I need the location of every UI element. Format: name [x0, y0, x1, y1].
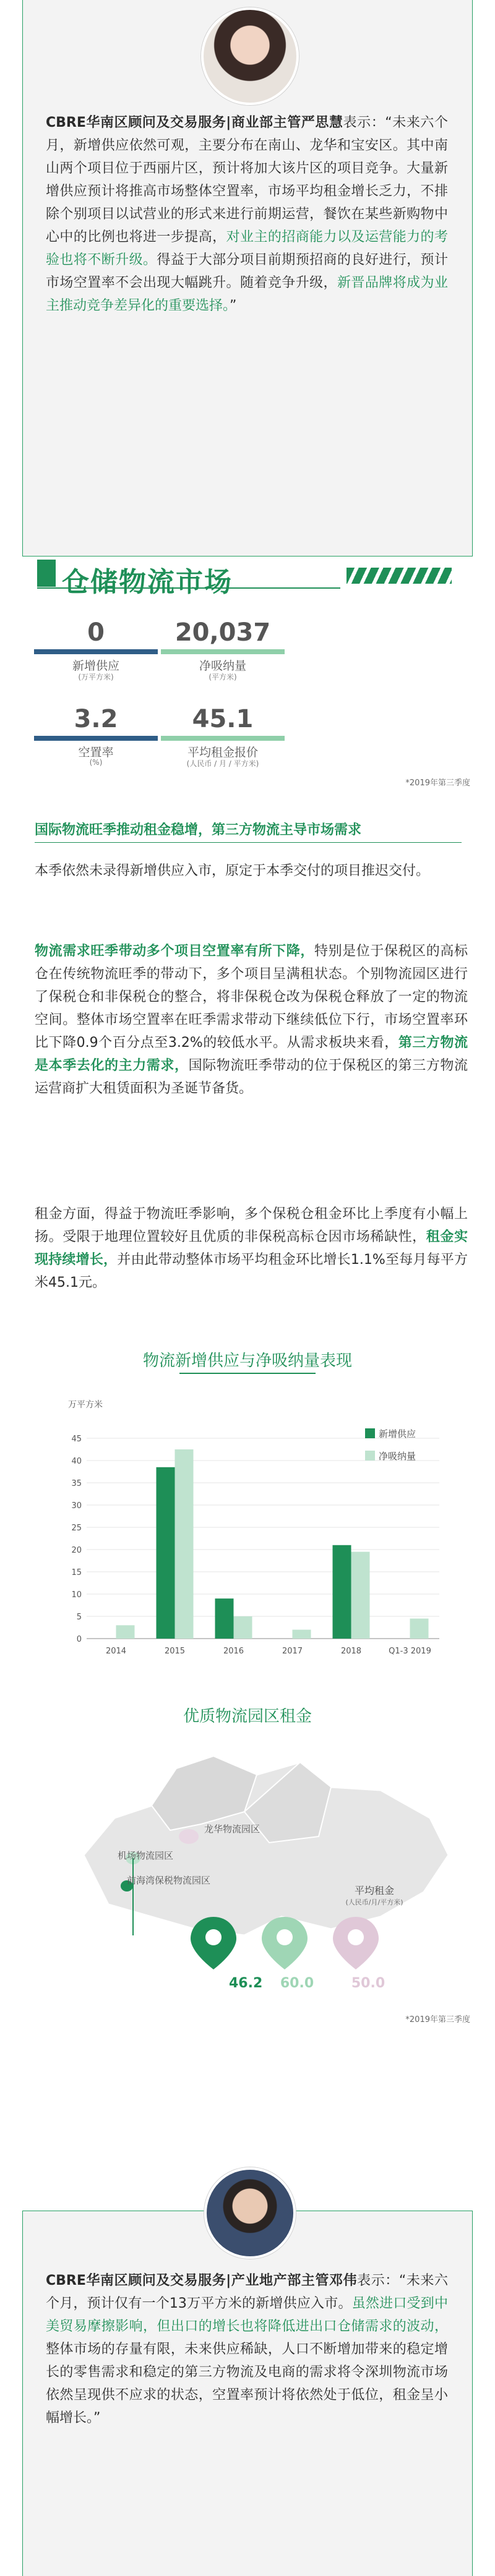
- quote-2-speaker: CBRE华南区顾问及交易服务|产业地产部主管邓伟: [46, 2273, 358, 2288]
- quote-1-speaker: CBRE华南区顾问及交易服务|商业部主管严思慧: [46, 115, 343, 130]
- chart-title-underline: [179, 1373, 316, 1374]
- kpi-vacancy-bar: [34, 736, 158, 741]
- y-tick-label: 15: [71, 1568, 82, 1577]
- kpi-rent-unit: (人民币 / 月 / 平方米): [186, 759, 259, 768]
- paragraph-3: 租金方面，得益于物流旺季影响，多个保税仓租金环比上季度有小幅上扬。受限于地理位置较好且优质的非保税高标仓因市场稀缺性，租金实现持续增长，并由此带动整体市场平均租金环比增长1.1%至每月每平方米45.1元。: [35, 1206, 468, 1290]
- kpi-vacancy-unit: (%): [89, 758, 103, 767]
- paragraph-1: 本季依然未录得新增供应入市，原定于本季交付的项目推迟交付。: [35, 863, 430, 879]
- paragraph-2: 物流需求旺季带动多个项目空置率有所下降，特别是位于保税区的高标仓在传统物流旺季的带动下，多个项目呈满租状态。个别物流园区进行了保税仓和非保税仓的整合，将非保税仓改为保税仓释放了一定的物流空间。整体市场空置率在旺季需求带动下继续低位下行，市场空置率环比下降0.9个百分点至3.2%的较低水平。从需求板块来看，第三方物流是本季去化的主力需求，国际物流旺季带动的位于保税区的第三方物流运营商扩大租赁面积为圣诞节备货。: [35, 944, 468, 1096]
- y-tick-label: 40: [71, 1457, 82, 1466]
- y-tick-label: 0: [76, 1635, 82, 1644]
- map-label-longhua: 龙华物流园区: [204, 1823, 260, 1835]
- speaker-photo-2: [204, 2167, 296, 2259]
- map-legend-unit: (人民币/月/平方米): [345, 1898, 403, 1906]
- legend-swatch: [365, 1428, 375, 1438]
- kpi-absorption-value: 20,037: [174, 618, 271, 647]
- pin-value-50: 50.0: [351, 1976, 385, 1991]
- pin-50: [333, 1917, 379, 1969]
- legend-swatch: [365, 1451, 375, 1461]
- kpi-footnote: *2019年第三季度: [405, 778, 470, 788]
- section-title: 仓储物流市场: [62, 566, 233, 598]
- x-tick-label: 2016: [223, 1647, 244, 1656]
- bar-chart: [56, 1391, 452, 1676]
- bar-supply-2015: [157, 1467, 175, 1639]
- subheading: 国际物流旺季推动租金稳增，第三方物流主导市场需求: [35, 822, 362, 838]
- map-shenzhen-shape: [84, 1756, 449, 1935]
- bar-supply-2016: [215, 1598, 234, 1639]
- kpi-absorption-bar: [161, 649, 285, 654]
- y-axis-label: 万平方米: [68, 1400, 103, 1410]
- kpi-new-supply-value: 0: [87, 618, 105, 647]
- x-tick-label: Q1-3 2019: [389, 1647, 431, 1656]
- kpi-rent-label: 平均租金报价: [187, 746, 258, 759]
- bar-absorption-2014: [116, 1625, 135, 1639]
- y-tick-label: 25: [71, 1524, 82, 1533]
- kpi-vacancy-value: 3.2: [74, 705, 118, 733]
- kpi-new-supply-unit: (万平方米): [78, 673, 114, 681]
- y-tick-label: 20: [71, 1546, 82, 1555]
- map-legend-pins: [186, 1911, 390, 1979]
- kpi-absorption-label: 净吸纳量: [199, 659, 246, 673]
- map-label-qianhai: 前海湾保税物流园区: [127, 1875, 211, 1886]
- bar-absorption-2016: [234, 1616, 252, 1639]
- y-tick-label: 35: [71, 1479, 82, 1488]
- y-tick-label: 5: [76, 1613, 82, 1622]
- bar-supply-2018: [333, 1545, 351, 1639]
- kpi-rent-value: 45.1: [192, 705, 254, 733]
- section-banner-accent: [37, 560, 56, 587]
- kpi-rent-bar: [161, 736, 285, 741]
- kpi-absorption-unit: (平方米): [209, 673, 237, 681]
- bar-absorption-2017: [293, 1630, 311, 1639]
- legend-label: 净吸纳量: [379, 1451, 416, 1462]
- kpi-new-supply-label: 新增供应: [72, 659, 119, 673]
- x-tick-label: 2015: [164, 1647, 186, 1656]
- subheading-underline: [35, 842, 462, 843]
- bar-absorption-2015: [175, 1449, 194, 1639]
- chart-title: 物流新增供应与净吸纳量表现: [142, 1352, 352, 1370]
- y-tick-label: 45: [71, 1435, 82, 1444]
- x-tick-label: 2014: [105, 1647, 127, 1656]
- map-region-longhua: [179, 1829, 199, 1844]
- pin-46: [191, 1917, 236, 1969]
- quote-1-text: CBRE华南区顾问及交易服务|商业部主管严思慧表示：“未来六个月，新增供应依然可观，主要分布在南山、龙华和宝安区。其中南山两个项目位于西丽片区，预计将加大该片区的项目竞争。大量新增供应预计将推高市场整体空置率，市场平均租金增长乏力，不排除个别项目以试营业的形式来进行前期运营，餐饮在某些新购物中心中的比例也将进一步提高，对业主的招商能力以及运营能力的考验也将不断升级。得益于大部分项目前期预招商的良好进行，预计市场空置率不会出现大幅跳升。随着竞争升级，新晋品牌将成为业主推动竞争差异化的重要选择。”: [46, 115, 448, 313]
- map-title: 优质物流园区租金: [183, 1707, 312, 1726]
- pin-value-60: 60.0: [280, 1976, 314, 1991]
- map-label-airport: 机场物流园区: [118, 1850, 174, 1861]
- x-tick-label: 2018: [340, 1647, 362, 1656]
- x-tick-label: 2017: [282, 1647, 303, 1656]
- kpi-vacancy-label: 空置率: [78, 746, 114, 759]
- map-legend-title: 平均租金: [354, 1885, 394, 1896]
- quote-2-text: CBRE华南区顾问及交易服务|产业地产部主管邓伟表示：“未来六个月，预计仅有一个13万平方米的新增供应入市。虽然进口受到中美贸易摩擦影响，但出口的增长也将降低进出口仓储需求的波动，整体市场的存量有限，未来供应稀缺，人口不断增加带来的稳定增长的零售需求和稳定的第三方物流及电商的需求将令深圳物流市场依然呈现供不应求的状态，空置率预计将依然处于低位，租金呈小幅增长。”: [46, 2273, 448, 2426]
- y-tick-label: 30: [71, 1501, 82, 1511]
- bar-absorption-Q1-3 2019: [410, 1619, 429, 1639]
- bar-absorption-2018: [351, 1552, 370, 1639]
- section-banner-stripes: [346, 568, 452, 584]
- y-tick-label: 10: [71, 1590, 82, 1600]
- kpi-new-supply-bar: [34, 649, 158, 654]
- speaker-photo-1: [201, 7, 299, 105]
- legend-label: 新增供应: [379, 1428, 416, 1439]
- pin-60: [262, 1917, 308, 1969]
- map-footnote: *2019年第三季度: [405, 2015, 470, 2024]
- pin-value-46: 46.2: [229, 1976, 263, 1991]
